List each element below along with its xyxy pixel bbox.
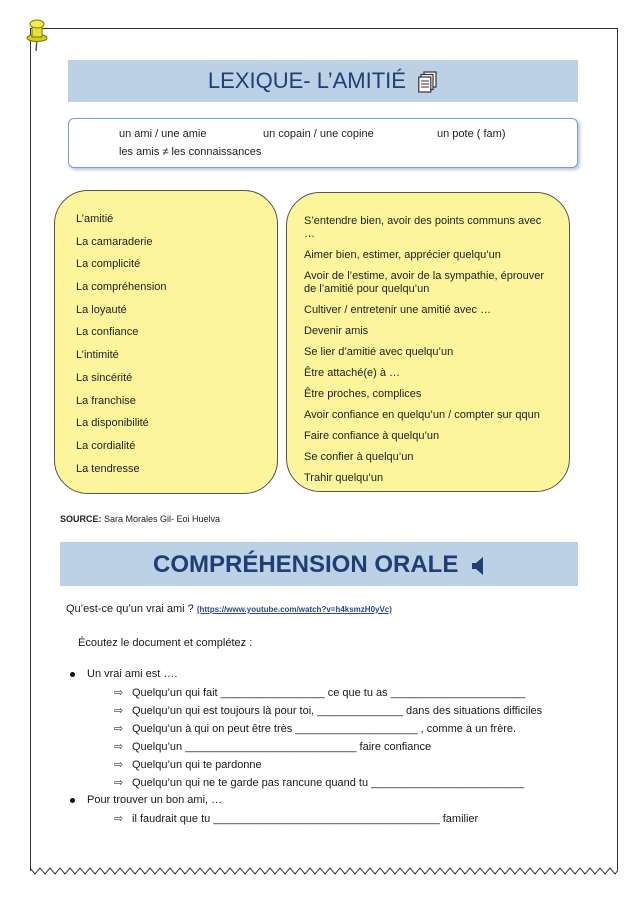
pushpin-icon — [26, 18, 48, 52]
arrow-icon: ⇨ — [114, 723, 124, 735]
arrow-icon: ⇨ — [114, 687, 124, 699]
exercise-text: il faudrait que tu _____________________________________ familier — [132, 813, 479, 825]
noun-item: La sincérité — [76, 371, 133, 384]
question — [66, 603, 392, 615]
noun-item: La camaraderie — [76, 235, 153, 248]
verb-item: Être attaché(e) à … — [304, 367, 400, 379]
question-text: Qu’est-ce qu’un vrai ami ? — [66, 603, 194, 615]
page-title: LEXIQUE- L’AMITIÉ — [207, 68, 406, 93]
noun-item: La tendresse — [76, 462, 140, 475]
verbs-list — [304, 215, 554, 493]
zigzag-border — [30, 864, 618, 878]
verb-item: Devenir amis — [304, 325, 369, 337]
arrow-icon: ⇨ — [114, 813, 124, 825]
arrow-icon: ⇨ — [114, 777, 124, 789]
exercise-line — [114, 740, 431, 753]
video-link[interactable]: (https://www.youtube.com/watch?v=h4ksmzH0yVc) — [196, 605, 392, 614]
vocab-copain: un copain / une copine — [263, 128, 374, 140]
source-label: SOURCE: — [60, 514, 102, 524]
comprehension-banner — [60, 542, 578, 586]
source-credit — [60, 514, 220, 524]
verb-item: Aimer bien, estimer, apprécier quelqu’un — [304, 249, 501, 261]
bullet-item — [70, 668, 177, 680]
arrow-icon: ⇨ — [114, 741, 124, 753]
noun-item: La cordialité — [76, 439, 136, 452]
noun-item: L’amitié — [76, 213, 114, 225]
verb-item: Avoir confiance en quelqu’un / compter sur qqun — [304, 409, 540, 421]
verb-item: Cultiver / entretenir une amitié avec … — [304, 304, 492, 316]
exercise-text: Quelqu’un qui ne te garde pas rancune quand tu _________________________ — [132, 777, 525, 789]
bullet-icon — [70, 798, 75, 803]
instruction: Écoutez le document et complétez : — [78, 637, 253, 649]
verb-item: Se lier d’amitié avec quelqu’un — [304, 346, 454, 358]
arrow-icon: ⇨ — [114, 705, 124, 717]
noun-item: La disponibilité — [76, 417, 149, 430]
noun-item: La complicité — [76, 258, 141, 271]
noun-item: L’intimité — [76, 349, 119, 362]
bullet-text: Un vrai ami est …. — [87, 668, 178, 680]
bullet-item — [70, 794, 222, 806]
verb-item: S’entendre bien, avoir des points communs avec … — [304, 215, 542, 240]
bullet-text: Pour trouver un bon ami, … — [87, 794, 223, 806]
documents-icon — [418, 71, 438, 93]
exercise-line — [114, 722, 516, 735]
vocab-ami: un ami / une amie — [119, 128, 207, 140]
noun-item: La confiance — [76, 326, 139, 339]
verb-item: Être proches, complices — [304, 388, 422, 400]
exercise-text: Quelqu’un à qui on peut être très ____________________ , comme à un frère. — [132, 723, 517, 735]
vocab-pote: un pote ( fam) — [437, 128, 506, 140]
noun-item: La compréhension — [76, 281, 167, 294]
exercise-line — [114, 686, 525, 699]
verb-item: Trahir quelqu’un — [304, 472, 384, 484]
source-text: Sara Morales Gil- Eoi Huelva — [101, 514, 221, 524]
exercise-text: Quelqu’un qui est toujours là pour toi, ______________ dans des situations difficiles — [132, 705, 543, 717]
arrow-icon: ⇨ — [114, 759, 124, 771]
exercise-line — [114, 704, 542, 717]
verb-item: Se confier à quelqu’un — [304, 451, 414, 463]
vocabulary-box — [68, 118, 578, 168]
exercise-line — [114, 776, 524, 789]
noun-item: La loyauté — [76, 303, 127, 316]
exercise-text: Quelqu’un qui te pardonne — [132, 759, 262, 771]
section-title: COMPRÉHENSION ORALE — [152, 551, 459, 578]
vocab-contrast: les amis ≠ les connaissances — [119, 146, 262, 158]
exercise-line — [114, 812, 478, 825]
speaker-icon — [471, 556, 485, 576]
verb-item: Avoir de l’estime, avoir de la sympathie, éprouver de l’amitié pour quelqu’un — [304, 270, 545, 295]
exercise-line — [114, 758, 262, 771]
noun-item: La franchise — [76, 394, 136, 407]
exercise-text: Quelqu’un qui fait _________________ ce que tu as ______________________ — [132, 687, 526, 699]
lexique-banner — [68, 60, 578, 102]
bullet-icon — [70, 672, 75, 677]
exercise-text: Quelqu’un ____________________________ faire confiance — [132, 741, 432, 753]
nouns-list — [76, 212, 167, 484]
verb-item: Faire confiance à quelqu’un — [304, 430, 440, 442]
